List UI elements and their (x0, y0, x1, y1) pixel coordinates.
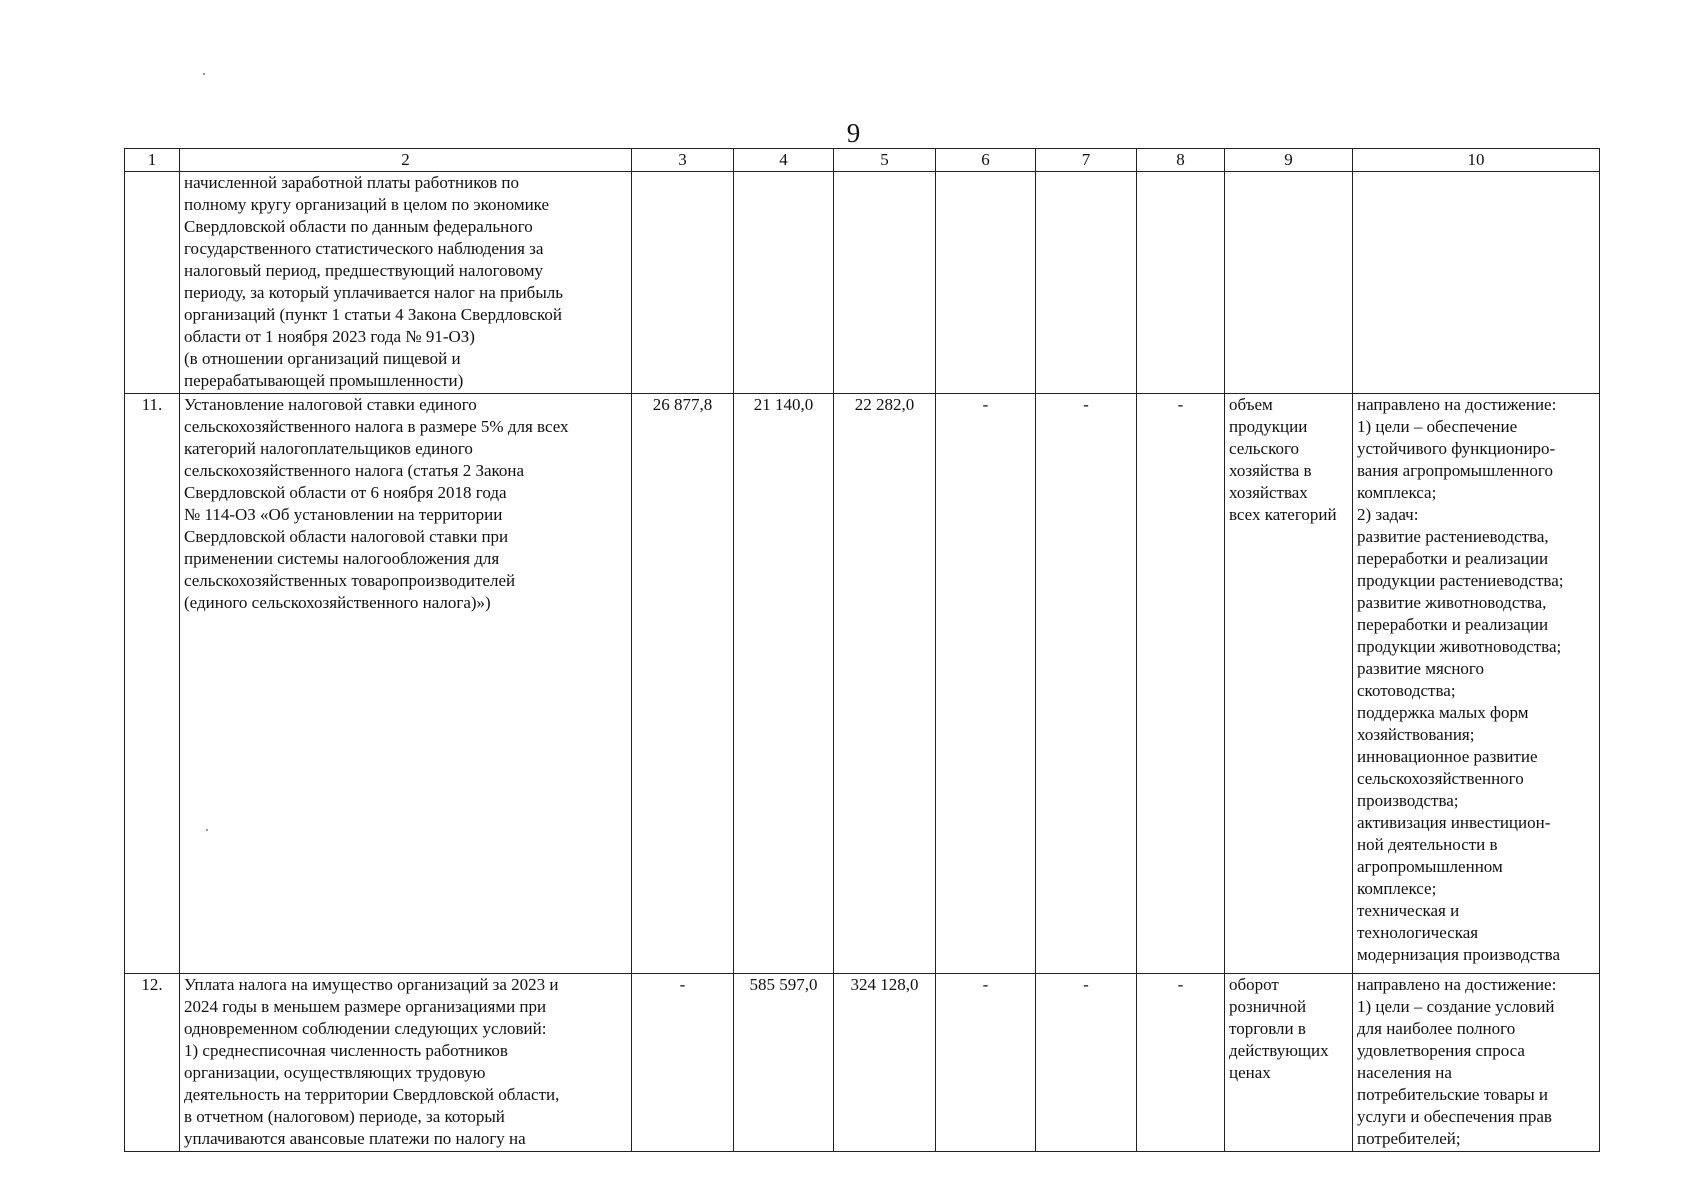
value-col-5: 324 128,0 (834, 974, 936, 1152)
row-number: 11. (125, 394, 180, 974)
indicator: объем продукции сельского хозяйства в хозяйствах всех категорий (1225, 394, 1353, 974)
value-col-6: - (936, 394, 1036, 974)
column-header: 1 (125, 149, 180, 172)
value-col-6 (936, 172, 1036, 394)
table-row-continuation (125, 172, 1600, 394)
column-header: 7 (1036, 149, 1137, 172)
value-col-3: 26 877,8 (632, 394, 734, 974)
indicator (1225, 172, 1353, 394)
value-col-3: - (632, 974, 734, 1152)
value-col-7: - (1036, 394, 1137, 974)
column-header: 3 (632, 149, 734, 172)
value-col-8: - (1137, 394, 1225, 974)
column-number-header-row (125, 149, 1600, 172)
value-col-7: - (1036, 974, 1137, 1152)
value-col-4: 585 597,0 (734, 974, 834, 1152)
benefit-description: начисленной заработной платы работников по полному кругу организаций в целом по экономике Свердловской области по данным федерального государственного статистического наблюдения за налоговый период, предшествующий налоговому периоду, за который уплачивается налог на прибыль организаций (пункт 1 статьи 4 Закона Свердловской области от 1 ноября 2023 года № 91-ОЗ) (в отношении организаций пищевой и перерабатывающей промышленности) (180, 172, 632, 394)
value-col-4: 21 140,0 (734, 394, 834, 974)
column-header: 8 (1137, 149, 1225, 172)
goal-description: направлено на достижение: 1) цели – обеспечение устойчивого функциониро- вания агропромышленного комплекса; 2) задач: развитие растениеводства, переработки и реализации продукции растениеводства; развитие животноводства, переработки и реализации продукции животноводства; развитие мясного скотоводства; поддержка малых форм хозяйствования; инновационное развитие сельскохозяйственного производства; активизация инвестицион- ной деятельности в агропромышленном комплексе; техническая и технологическая модернизация производства (1353, 394, 1600, 974)
value-col-7 (1036, 172, 1137, 394)
column-header: 2 (180, 149, 632, 172)
column-header: 10 (1353, 149, 1600, 172)
value-col-5 (834, 172, 936, 394)
value-col-6: - (936, 974, 1036, 1152)
table-row-11 (125, 394, 1600, 974)
goal-description (1353, 172, 1600, 394)
row-number: 12. (125, 974, 180, 1152)
scan-speck (203, 73, 205, 75)
column-header: 6 (936, 149, 1036, 172)
indicator: оборот розничной торговли в действующих ценах (1225, 974, 1353, 1152)
tax-benefits-table (124, 148, 1600, 1152)
benefit-description: Уплата налога на имущество организаций за 2023 и 2024 годы в меньшем размере организациями при одновременном соблюдении следующих условий: 1) среднесписочная численность работников организации, осуществляющих трудовую деятельность на территории Свердловской области, в отчетном (налоговом) периоде, за который уплачиваются авансовые платежи по налогу на (180, 974, 632, 1152)
benefit-description: Установление налоговой ставки единого сельскохозяйственного налога в размере 5% для всех категорий налогоплательщиков единого сельскохозяйственного налога (статья 2 Закона Свердловской области от 6 ноября 2018 года № 114-ОЗ «Об установлении на территории Свердловской области налоговой ставки при применении системы налогообложения для сельскохозяйственных товаропроизводителей (единого сельскохозяйственного налога)») (180, 394, 632, 974)
value-col-3 (632, 172, 734, 394)
column-header: 4 (734, 149, 834, 172)
page-number: 9 (846, 118, 861, 148)
value-col-5: 22 282,0 (834, 394, 936, 974)
value-col-8: - (1137, 974, 1225, 1152)
value-col-4 (734, 172, 834, 394)
goal-description: направлено на достижение: 1) цели – создание условий для наиболее полного удовлетворения спроса населения на потребительские товары и услуги и обеспечения прав потребителей; (1353, 974, 1600, 1152)
row-number (125, 172, 180, 394)
table-row-12 (125, 974, 1600, 1152)
column-header: 9 (1225, 149, 1353, 172)
column-header: 5 (834, 149, 936, 172)
value-col-8 (1137, 172, 1225, 394)
